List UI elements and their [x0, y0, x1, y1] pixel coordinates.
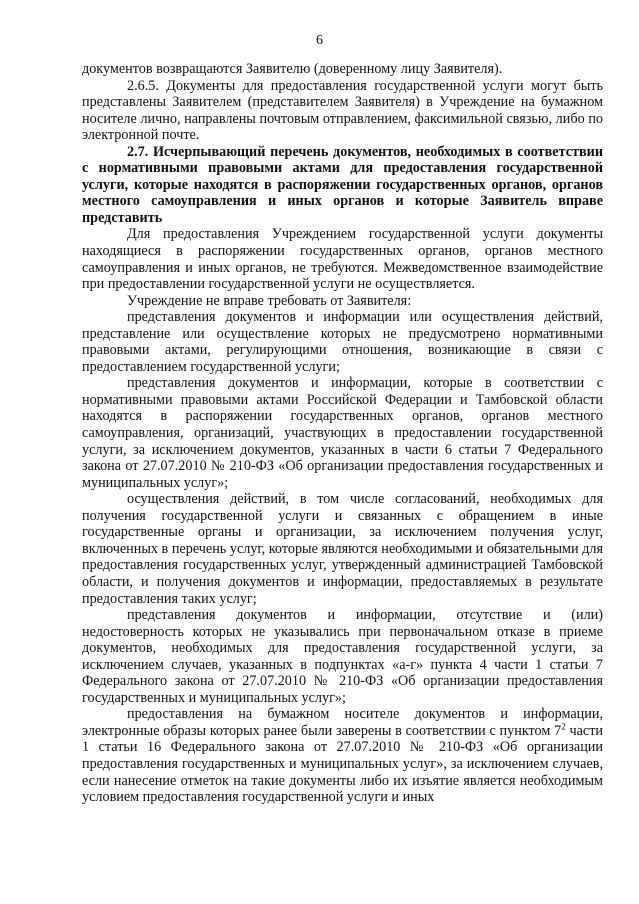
paragraph-2-6-5: 2.6.5. Документы для предоставления государственной услуги могут быть представлены Заявителем (представителем Заявителя) в Учреждение на бумажном носителе лично, направлены почтовым отправлением, факсимильной связью, либо по электронной почте. — [82, 77, 603, 144]
last-paragraph-text-end: части 1 статьи 16 Федерального закона от 27.07.2010 № 210-ФЗ «Об организации предоставления государственных и муниципальных услуг», за исключением случаев, если нанесение отметок на такие документы либо их изъятие является необходимым условием предоставления государственной услуги и иных — [82, 722, 603, 806]
paragraph-institution-may-not-require: Учреждение не вправе требовать от Заявителя: — [127, 292, 412, 309]
paragraph-no-documents-required: Для предоставления Учреждением государственной услуги документы находящиеся в распоряжении государственных органов, органов местного самоуправления и иных органов, не требуются. Межведомственное взаимодействие при предоставлении государственной услуги не осуществляется. — [82, 226, 603, 293]
list-item-missing-documents: представления документов и информации, отсутствие и (или) недостоверность которых не указывались при первоначальном отказе в приеме документов, необходимых для предоставления государственной услуги, за исключением случаев, указанных в подпунктах «а-г» пункта 4 части 1 статьи 7 Федерального закона от 27.07.2010 № 210-ФЗ «Об организации предоставления государственных и муниципальных услуг»; — [82, 607, 603, 706]
paragraph-continuation: документов возвращаются Заявителю (доверенному лицу Заявителя). — [82, 61, 503, 77]
superscript-2: 2 — [561, 721, 566, 732]
last-paragraph-text-start: предоставления на бумажном носителе документов и информации, электронные образы которых ранее были заверены в соответствии с пунктом 7 — [82, 706, 603, 739]
list-item-paper-documents — [82, 706, 603, 805]
section-heading-2-7: 2.7. Исчерпывающий перечень документов, необходимых в соответствии с нормативными правовыми актами для предоставления государственной услуги, которые находятся в распоряжении государственных органов, органов местного самоуправления и иных органов и которые Заявитель вправе представить — [82, 143, 603, 226]
page-number: 6 — [316, 33, 323, 48]
list-item-actions-and-approvals: осуществления действий, в том числе согласований, необходимых для получения государственной услуги и связанных с обращением в иные государственные органы и организации, за исключением получения услуг, включенных в перечень услуг, которые являются необходимыми и обязательными для предоставления государственных услуг, утвержденный администрацией Тамбовской области, и получения документов и информации, предоставляемых в результате предоставления таких услуг; — [82, 491, 603, 607]
list-item-documents-held-by-authorities: представления документов и информации, которые в соответствии с нормативными правовыми актами Российской Федерации и Тамбовской области находятся в распоряжении государственных органов, органов местного самоуправления, организаций, участвующих в предоставлении государственной услуги, за исключением документов, указанных в части 6 статьи 7 Федерального закона от 27.07.2010 № 210-ФЗ «Об организации предоставления государственных и муниципальных услуг»; — [82, 375, 603, 491]
list-item-documents-not-required-by-law: представления документов и информации или осуществления действий, представление или осуществление которых не предусмотрено нормативными правовыми актами, регулирующими отношения, возникающие в связи с предоставлением государственной услуги; — [82, 309, 603, 375]
document-body — [82, 61, 603, 806]
